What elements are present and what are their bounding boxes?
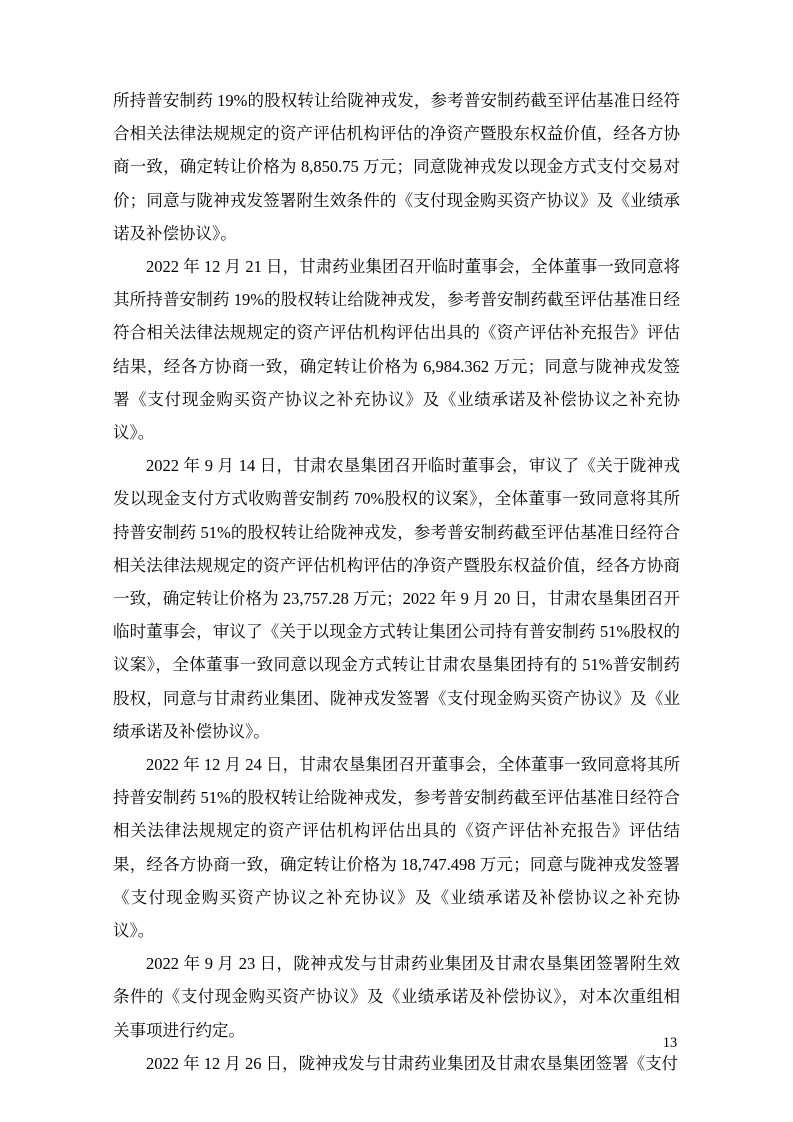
paragraph-agreement-signing-2022-12-26: 2022 年 12 月 26 日，陇神戎发与甘肃药业集团及甘肃农垦集团签署《支付: [146, 1053, 679, 1073]
paragraph-continuation: 所持普安制药 19%的股权转让给陇神戎发，参考普安制药截至评估基准日经符合相关法律法规规定的资产评估机构评估的净资产暨股东权益价值，经各方协商一致，确定转让价格为 8,850.75 万元；同意陇神戎发以现金方式支付交易对价；同意与陇神戎发签署附生效条件的《支付现金购买资产协议》及《业绩承诺及补偿协议》。: [113, 91, 680, 243]
paragraph-agreement-signing-2022-09-23: 2022 年 9 月 23 日，陇神戎发与甘肃药业集团及甘肃农垦集团签署附生效条件的《支付现金购买资产协议》及《业绩承诺及补偿协议》，对本次重组相关事项进行约定。: [113, 954, 680, 1040]
paragraph-board-meeting-2022-09-14: 2022 年 9 月 14 日，甘肃农垦集团召开临时董事会，审议了《关于陇神戎发以现金支付方式收购普安制药 70%股权的议案》，全体董事一致同意将其所持普安制药 51%的股权转让给陇神戎发，参考普安制药截至评估基准日经符合相关法律法规规定的资产评估机构评估的净资产暨股东权益价值，经各方协商一致，确定转让价格为 23,757.28 万元；2022 年 9 月 20 日，甘肃农垦集团召开临时董事会，审议了《关于以现金方式转让集团公司持有普安制药 51%股权的议案》，全体董事一致同意以现金方式转让甘肃农垦集团持有的 51%普安制药股权，同意与甘肃药业集团、陇神戎发签署《支付现金购买资产协议》及《业绩承诺及补偿协议》。: [113, 456, 680, 741]
paragraph-board-meeting-2022-12-21: 2022 年 12 月 21 日，甘肃药业集团召开临时董事会，全体董事一致同意将其所持普安制药 19%的股权转让给陇神戎发，参考普安制药截至评估基准日经符合相关法律法规规定的资产评估机构评估出具的《资产评估补充报告》评估结果，经各方协商一致，确定转让价格为 6,984.362 万元；同意与陇神戎发签署《支付现金购买资产协议之补充协议》及《业绩承诺及补偿协议之补充协议》。: [113, 257, 680, 443]
paragraph-board-meeting-2022-12-24: 2022 年 12 月 24 日，甘肃农垦集团召开董事会，全体董事一致同意将其所持普安制药 51%的股权转让给陇神戎发，参考普安制药截至评估基准日经符合相关法律法规规定的资产评估机构评估出具的《资产评估补充报告》评估结果，经各方协商一致，确定转让价格为 18,747.498 万元；同意与陇神戎发签署《支付现金购买资产协议之补充协议》及《业绩承诺及补偿协议之补充协议》。: [113, 755, 680, 941]
page-number: 13: [662, 1035, 678, 1051]
document-body: [113, 84, 680, 1080]
